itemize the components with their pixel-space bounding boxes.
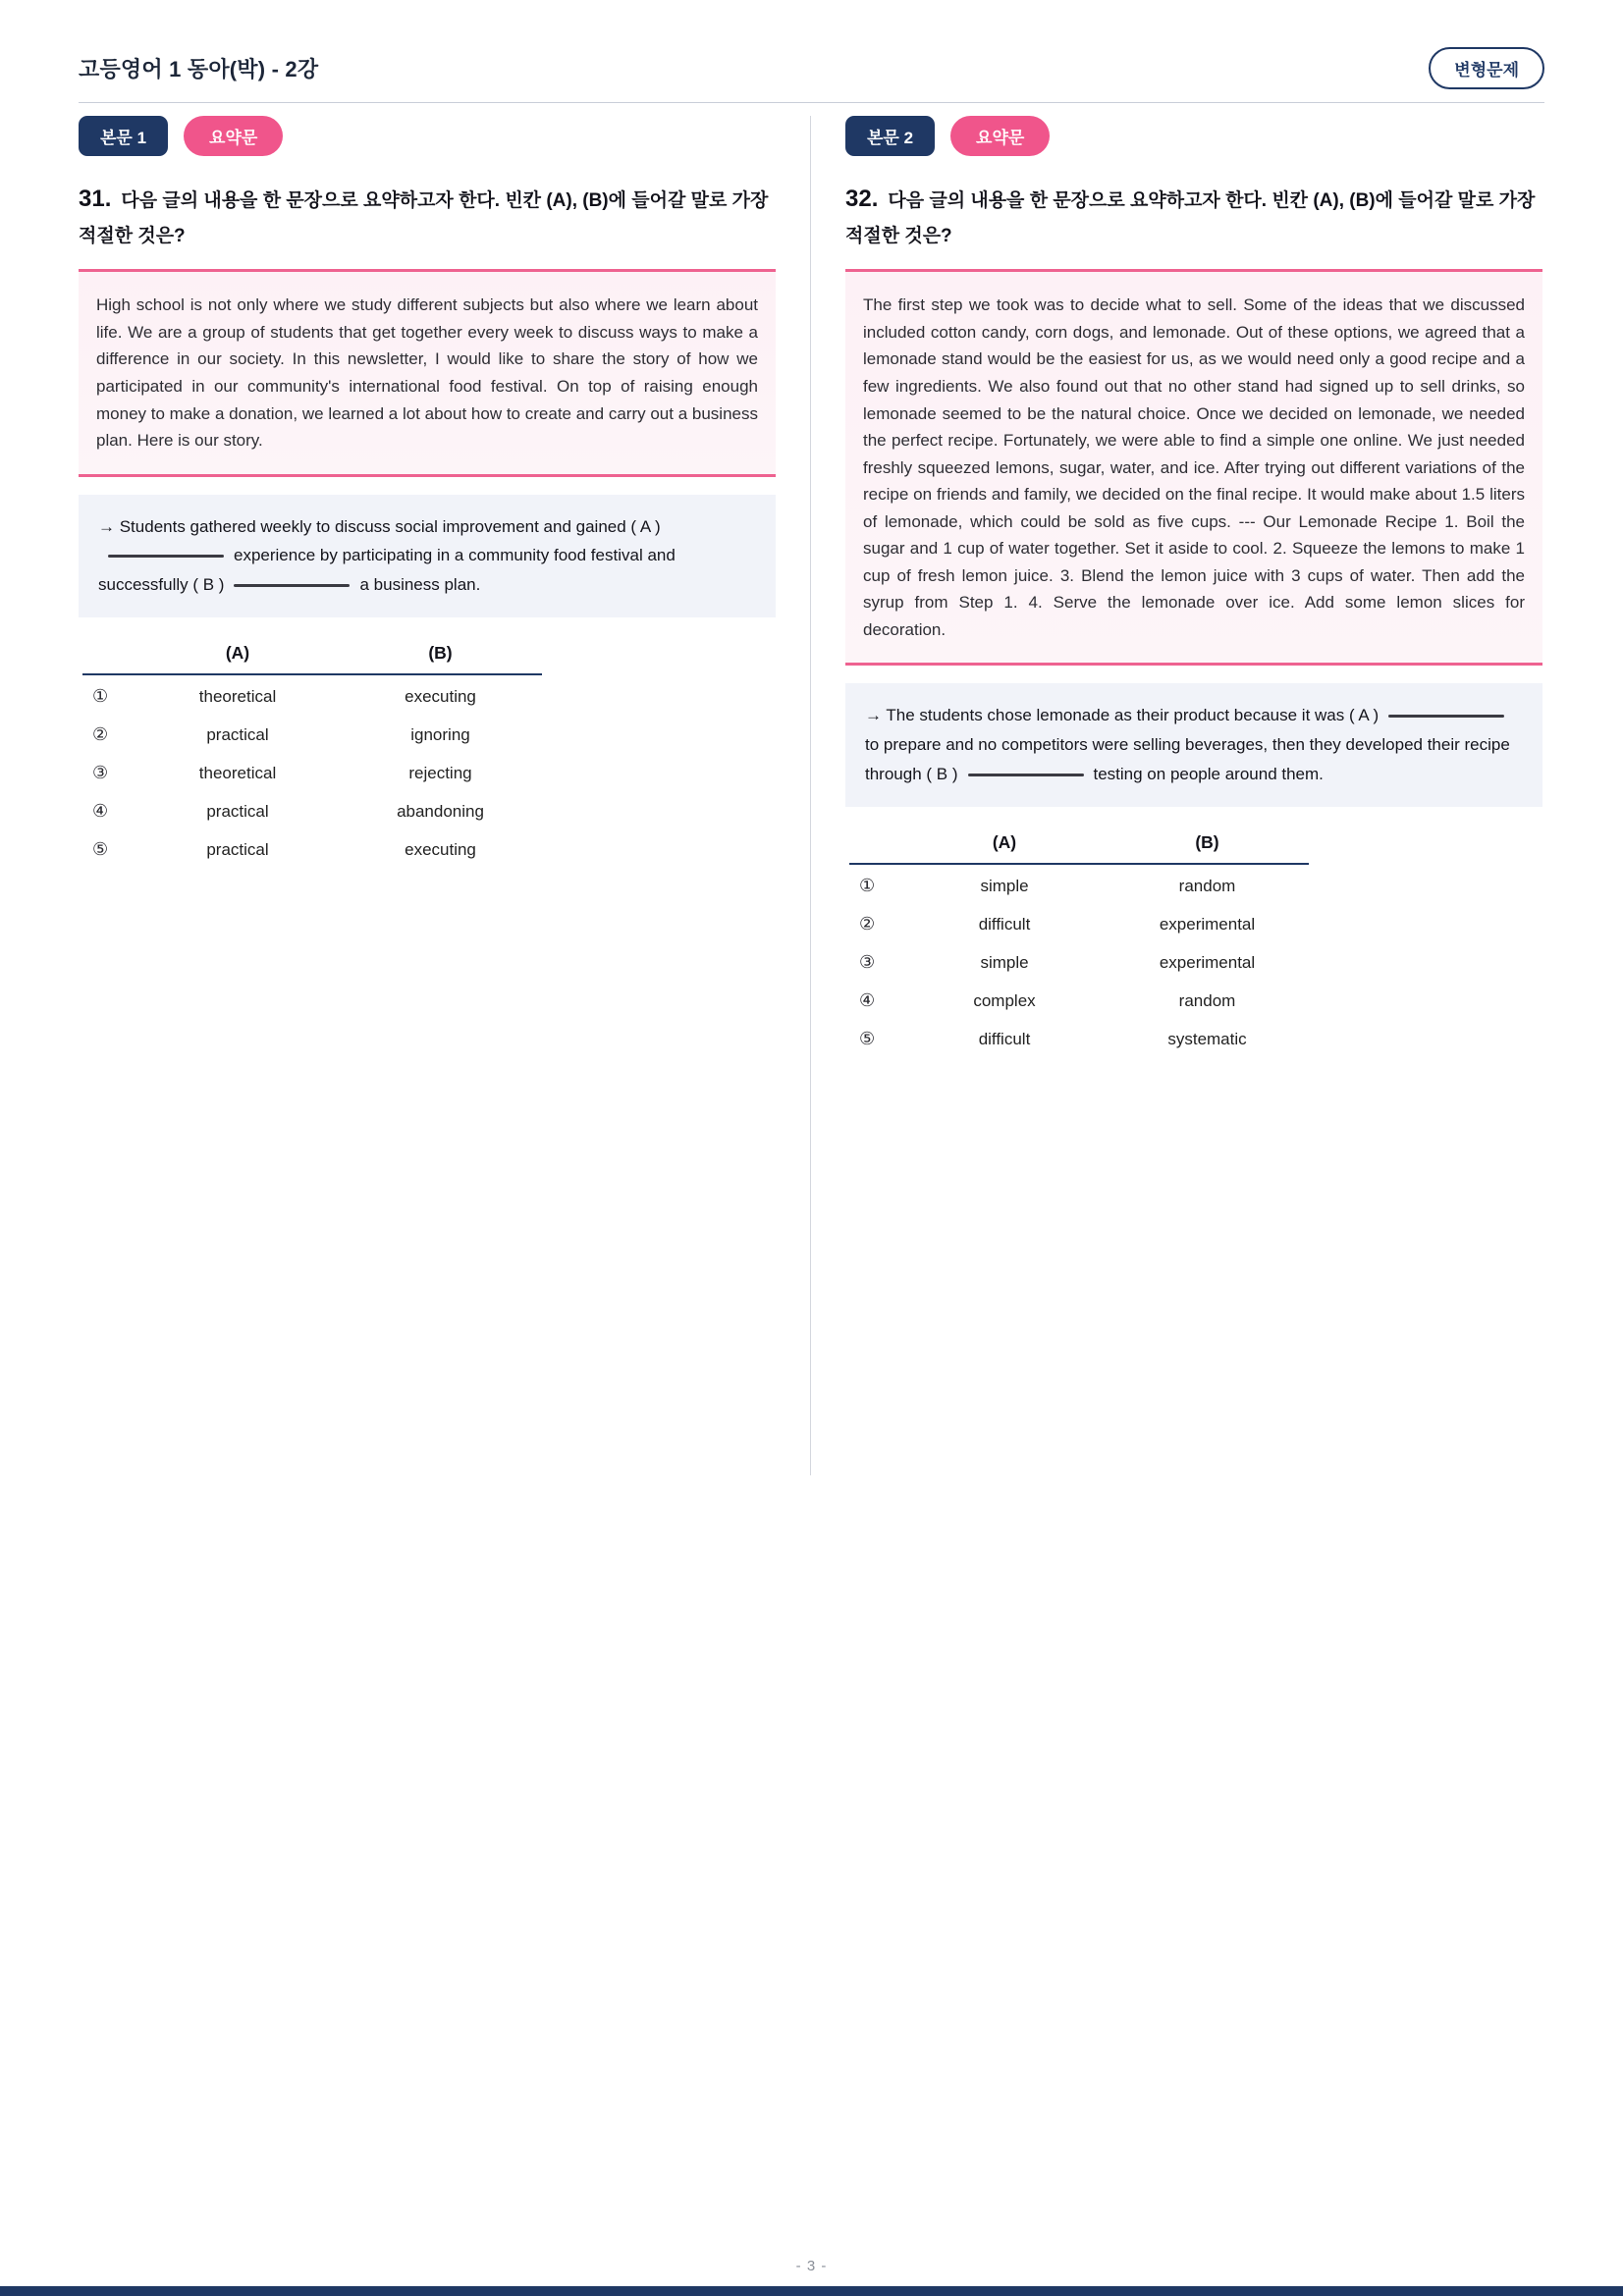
answer-choice-table-32 xyxy=(849,832,1309,1056)
summary-text-part2: to prepare and no competitors were selling beverages, then they developed their recipe through ( B ) xyxy=(865,735,1510,783)
question-32-section xyxy=(845,116,1542,1056)
choice-b-value: executing xyxy=(405,839,476,859)
question-number: 31. xyxy=(79,186,112,212)
column-b-header: (B) xyxy=(428,642,453,663)
summary-type-badge: 요약문 xyxy=(184,116,283,156)
tag-row-32 xyxy=(845,116,1542,156)
choice-b-value: random xyxy=(1178,990,1236,1010)
answer-row-4 xyxy=(849,985,1309,1018)
choice-number: ① xyxy=(92,686,109,707)
question-31-section xyxy=(79,116,776,867)
page-number: - 3 - xyxy=(795,2258,828,2274)
answer-row-3 xyxy=(849,946,1309,980)
passage-box-32 xyxy=(845,269,1542,666)
choice-b-value: rejecting xyxy=(408,763,472,782)
question-number: 32. xyxy=(845,186,879,212)
choice-a-value: theoretical xyxy=(198,686,277,706)
choice-b-value: ignoring xyxy=(410,724,470,744)
question-prompt-31 xyxy=(79,178,776,253)
choice-a-value: complex xyxy=(973,990,1036,1010)
question-text: 다음 글의 내용을 한 문장으로 요약하고자 한다. 빈칸 (A), (B)에 들어갈 말로 가장 적절한 것은? xyxy=(845,190,1536,247)
answer-row-1 xyxy=(82,680,542,714)
column-a-header: (A) xyxy=(225,642,250,663)
choice-a-value: simple xyxy=(980,876,1029,895)
bottom-accent-bar xyxy=(0,2286,1623,2296)
choice-a-value: practical xyxy=(206,801,269,821)
column-b-header: (B) xyxy=(1195,831,1219,852)
column-divider-line xyxy=(810,116,811,1475)
choice-number: ④ xyxy=(859,990,876,1011)
passage-box-31 xyxy=(79,269,776,476)
answer-row-3 xyxy=(82,757,542,790)
choice-a-value: practical xyxy=(206,839,269,859)
choice-number: ① xyxy=(859,876,876,896)
question-text: 다음 글의 내용을 한 문장으로 요약하고자 한다. 빈칸 (A), (B)에 들어갈 말로 가장 적절한 것은? xyxy=(79,190,769,247)
summary-text-part1: → Students gathered weekly to discuss social improvement and gained ( A ) xyxy=(98,516,661,536)
choice-number: ② xyxy=(859,914,876,934)
summary-text-part1: → The students chose lemonade as their product because it was ( A ) xyxy=(865,706,1380,725)
choice-b-value: systematic xyxy=(1167,1029,1247,1048)
choice-b-value: abandoning xyxy=(397,801,484,821)
answer-row-2 xyxy=(849,908,1309,941)
question-prompt-32 xyxy=(845,178,1542,253)
blank-a-line xyxy=(1388,715,1504,718)
summary-type-badge: 요약문 xyxy=(950,116,1050,156)
choice-number: ⑤ xyxy=(92,839,109,860)
passage-text: The first step we took was to decide what to sell. Some of the ideas that we discussed included cotton candy, corn dogs, and lemonade. Out of these options, we agreed that a lemonade stand would be the easiest for us, as we would need only a good recipe and a few ingredients. We also found out that no other stand had signed up to sell drinks, so lemonade seemed to be the natural choice. Once we decided on lemonade, we needed the perfect recipe. Fortunately, we were able to find a simple one online. We just needed freshly squeezed lemons, sugar, water, and ice. After trying out different variations of the recipe on friends and family, we decided on the final recipe. It would make about 1.5 liters of lemonade, which could be sold as five cups. --- Our Lemonade Recipe 1. Boil the sugar and 1 cup of water together. Set it aside to cool. 2. Squeeze the lemons to make 1 cup of fresh lemon juice. 3. Blend the lemon juice with 3 cups of water. Then add the syrup from Step 1. 4. Serve the lemonade over ice. Add some lemon slices for decoration. xyxy=(863,295,1525,639)
choice-b-value: executing xyxy=(405,686,476,706)
blank-b-line xyxy=(968,774,1084,776)
summary-sentence-box-32 xyxy=(845,683,1542,806)
blank-a-line xyxy=(108,555,224,558)
choice-a-value: difficult xyxy=(978,914,1031,934)
column-a-header: (A) xyxy=(992,831,1017,852)
choice-number: ③ xyxy=(92,763,109,783)
table-header-row xyxy=(849,832,1309,865)
tag-row-31 xyxy=(79,116,776,156)
header-divider-line xyxy=(79,102,1544,103)
answer-choice-table-31 xyxy=(82,643,542,867)
summary-text-part3: testing on people around them. xyxy=(1093,764,1324,783)
answer-row-2 xyxy=(82,719,542,752)
choice-number: ⑤ xyxy=(859,1029,876,1049)
answer-row-5 xyxy=(849,1023,1309,1056)
blank-b-line xyxy=(234,584,350,587)
choice-number: ② xyxy=(92,724,109,745)
passage-number-badge: 본문 1 xyxy=(79,116,168,156)
table-header-row xyxy=(82,643,542,675)
answer-row-4 xyxy=(82,795,542,828)
modified-question-badge: 변형문제 xyxy=(1429,47,1544,89)
passage-text: High school is not only where we study different subjects but also where we learn about life. We are a group of students that get together every week to discuss ways to make a difference in our society. In this newsletter, I would like to share the story of how we participated in our community's international food festival. On top of raising enough money to make a donation, we learned a lot about how to create and carry out a business plan. Here is our story. xyxy=(96,295,758,451)
page-header xyxy=(79,47,1544,89)
passage-number-badge: 본문 2 xyxy=(845,116,935,156)
summary-sentence-box-31 xyxy=(79,495,776,617)
choice-number: ③ xyxy=(859,952,876,973)
choice-a-value: difficult xyxy=(978,1029,1031,1048)
choice-b-value: experimental xyxy=(1159,914,1256,934)
choice-a-value: simple xyxy=(980,952,1029,972)
worksheet-title: 고등영어 1 동아(박) - 2강 xyxy=(79,57,319,81)
summary-text-part2: experience by participating in a community food festival and successfully ( B ) xyxy=(98,546,676,595)
choice-a-value: practical xyxy=(206,724,269,744)
content-columns xyxy=(79,116,1544,1475)
choice-number: ④ xyxy=(92,801,109,822)
choice-b-value: random xyxy=(1178,876,1236,895)
answer-row-5 xyxy=(82,833,542,867)
summary-text-part3: a business plan. xyxy=(359,575,481,595)
choice-a-value: theoretical xyxy=(198,763,277,782)
choice-b-value: experimental xyxy=(1159,952,1256,972)
answer-row-1 xyxy=(849,870,1309,903)
